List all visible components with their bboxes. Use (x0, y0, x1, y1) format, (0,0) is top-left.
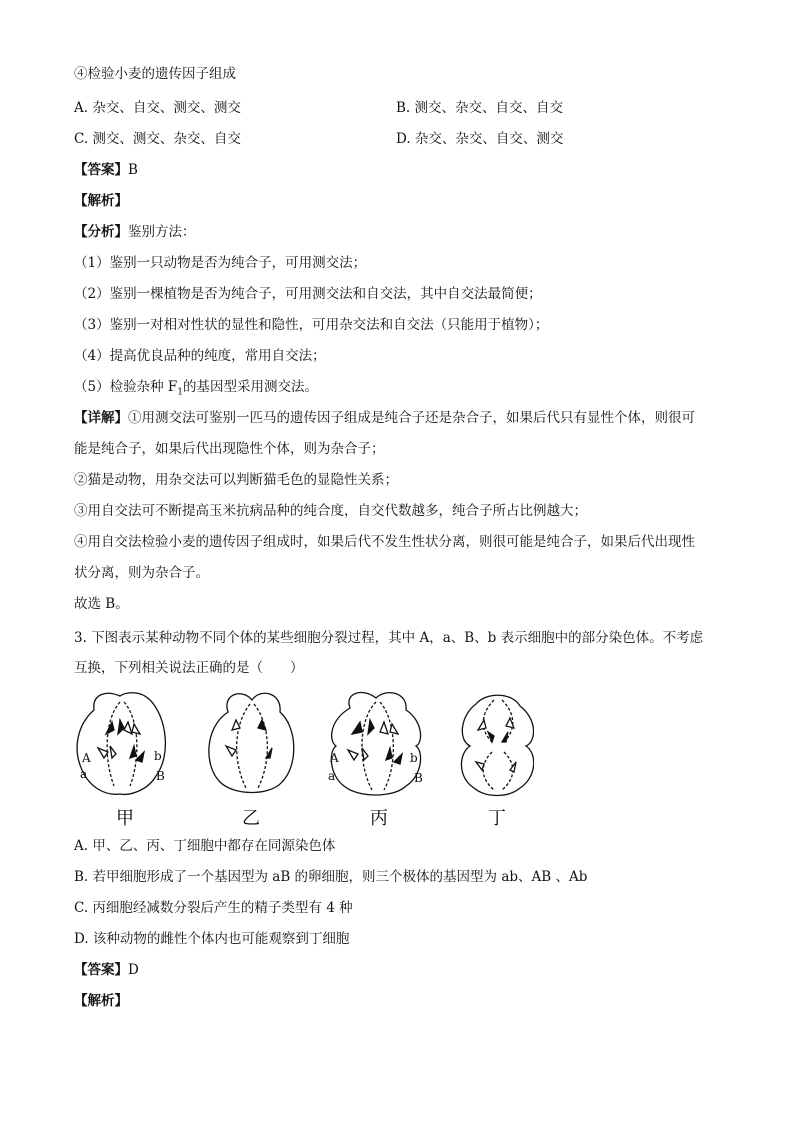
answer-line (74, 160, 138, 180)
cell-division-figure (74, 690, 534, 838)
method-4: （4）提高优良品种的纯度，常用自交法； (74, 348, 326, 364)
gene-label-b-2: b (410, 751, 418, 765)
answer-value: B (128, 162, 138, 178)
fenxi-heading (74, 222, 196, 242)
option-a: A. 杂交、自交、测交、测交 (74, 100, 241, 116)
fenxi-tag: 【分析】 (74, 224, 128, 240)
detail-2: ②猫是动物，用杂交法可以判断猫毛色的显隐性关系； (74, 472, 398, 488)
q3-stem-1: 3. 下图表示某种动物不同个体的某些细胞分裂过程，其中 A，a、B、b 表示细胞中的部分染色体。不考虑 (74, 630, 704, 646)
option-c: C. 测交、测交、杂交、自交 (74, 131, 241, 147)
detail-4a: ④用自交法检验小麦的遗传因子组成时，如果后代不发生性状分离，则很可能是纯合子，如果后代出现性 (74, 534, 695, 550)
q3-option-d: D. 该种动物的雌性个体内也可能观察到丁细胞 (74, 931, 350, 947)
method-5-subscript: 1 (177, 387, 183, 398)
detail-1a-text: ①用测交法可鉴别一匹马的遗传因子组成是纯合子还是杂合子，如果后代只有显性个体，则很可 (128, 410, 695, 426)
detail-1a (74, 408, 695, 428)
detail-1b: 能是纯合子，如果后代出现隐性个体，则为杂合子； (74, 441, 385, 457)
caption-jia: 甲 (116, 808, 134, 829)
method-5-text-end: 的基因型采用测交法。 (182, 379, 318, 395)
option-b: B. 测交、杂交、自交、自交 (396, 100, 564, 116)
q3-option-b: B. 若甲细胞形成了一个基因型为 aB 的卵细胞，则三个极体的基因型为 ab、AB 、Ab (74, 869, 588, 885)
gene-label-B-2: B (414, 771, 423, 785)
method-2: （2）鉴别一棵植物是否为纯合子，可用测交法和自交法，其中自交法最简便； (74, 286, 542, 302)
detail-4b: 状分离，则为杂合子。 (74, 565, 209, 581)
caption-ding: 丁 (488, 808, 506, 829)
xiangjie-tag: 【详解】 (74, 410, 128, 426)
q3-option-c: C. 丙细胞经减数分裂后产生的精子类型有 4 种 (74, 900, 353, 916)
gene-label-B: B (156, 769, 165, 783)
caption-bing: 丙 (370, 808, 388, 829)
analysis-tag: 【解析】 (74, 193, 128, 209)
method-3: （3）鉴别一对相对性状的显性和隐性，可用杂交法和自交法（只能用于植物）； (74, 317, 549, 333)
caption-yi: 乙 (242, 808, 260, 829)
question-item-4: ④检验小麦的遗传因子组成 (74, 66, 236, 82)
cell-bing (331, 693, 420, 795)
detail-3: ③用自交法可不断提高玉米抗病品种的纯合度，自交代数越多，纯合子所占比例越大； (74, 503, 587, 519)
conclusion: 故选 B。 (74, 596, 129, 612)
gene-label-A: A (82, 751, 91, 765)
cell-jia (77, 693, 165, 795)
answer-tag: 【答案】 (74, 162, 128, 178)
gene-label-b: b (154, 749, 162, 763)
q3-answer-line (74, 960, 139, 980)
q3-analysis-tag: 【解析】 (74, 993, 128, 1009)
fenxi-title: 鉴别方法： (128, 224, 196, 240)
gene-label-A-2: A (330, 751, 339, 765)
cell-ding (461, 695, 533, 795)
gene-label-a-2: a (328, 769, 336, 783)
option-d: D. 杂交、杂交、自交、测交 (396, 131, 564, 147)
cell-yi (209, 693, 294, 792)
q3-answer-tag: 【答案】 (74, 962, 128, 978)
gene-label-a: a (80, 767, 88, 781)
method-5 (74, 377, 318, 403)
method-1: （1）鉴别一只动物是否为纯合子，可用测交法； (74, 255, 367, 271)
q3-stem-2: 互换，下列相关说法正确的是（ ） (74, 660, 304, 676)
method-5-text: （5）检验杂种 F (74, 379, 178, 395)
q3-option-a: A. 甲、乙、丙、丁细胞中都存在同源染色体 (74, 838, 336, 854)
q3-answer-value: D (128, 962, 139, 978)
